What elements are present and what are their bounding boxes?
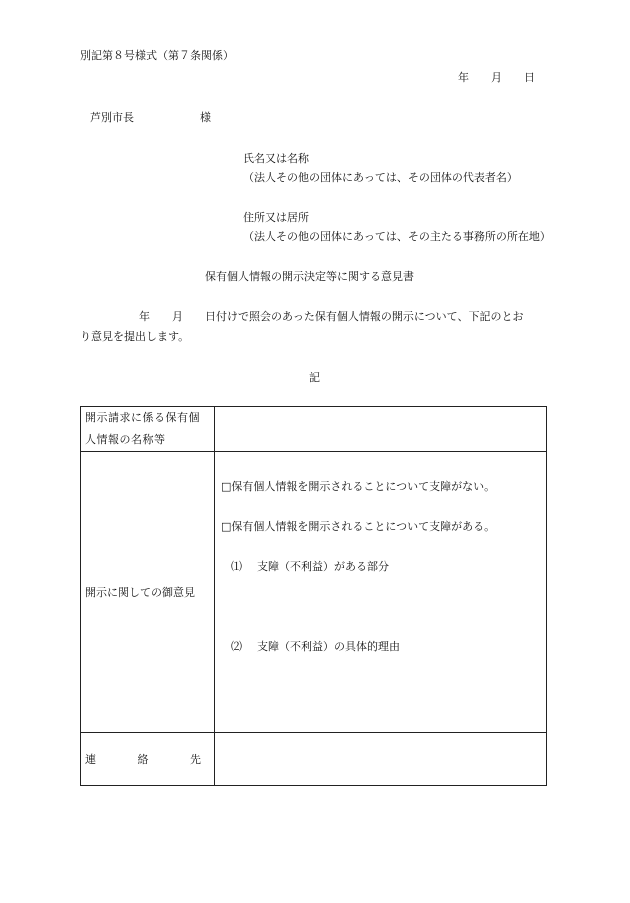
contact-label-char-2: 絡 bbox=[137, 753, 149, 766]
requested-info-label-cell bbox=[81, 407, 215, 452]
table-row bbox=[81, 407, 547, 452]
opinion-field[interactable] bbox=[215, 452, 547, 733]
name-note: （法人その他の団体にあっては、その団体の代表者名） bbox=[243, 171, 518, 184]
body-text-line-1: 年 月 日付けで照会のあった保有個人情報の開示について、下記のとお bbox=[139, 310, 524, 323]
document-title: 保有個人情報の開示決定等に関する意見書 bbox=[205, 270, 414, 283]
option-issue[interactable]: □保有個人情報を開示されることについて支障がある。 bbox=[221, 520, 496, 533]
requested-info-label-line-1: 開示請求に係る保有個 bbox=[85, 411, 200, 424]
address-label: 住所又は居所 bbox=[243, 211, 309, 224]
address-note: （法人その他の団体にあっては、その主たる事務所の所在地） bbox=[243, 230, 551, 243]
contact-field[interactable] bbox=[215, 733, 547, 786]
table-row bbox=[81, 452, 547, 733]
opinion-label: 開示に関しての御意見 bbox=[85, 586, 195, 599]
sub-item-2-text: 支障（不利益）の具体的理由 bbox=[257, 640, 400, 653]
contact-label-cell bbox=[81, 733, 215, 786]
requested-info-field[interactable] bbox=[215, 407, 547, 452]
body-text-line-2: り意見を提出します。 bbox=[80, 330, 190, 343]
sub-item-1 bbox=[231, 558, 389, 574]
form-number: 別記第８号様式（第７条関係） bbox=[80, 49, 234, 62]
sub-item-1-text: 支障（不利益）がある部分 bbox=[257, 560, 389, 573]
option-no-issue[interactable]: □保有個人情報を開示されることについて支障がない。 bbox=[221, 480, 496, 493]
name-label: 氏名又は名称 bbox=[243, 152, 309, 165]
sub-item-2-number: ⑵ bbox=[231, 640, 242, 653]
requested-info-label-line-2: 人情報の名称等 bbox=[85, 433, 166, 446]
contact-label-char-1: 連 bbox=[85, 753, 96, 766]
sub-item-1-number: ⑴ bbox=[231, 560, 242, 573]
opinion-table bbox=[80, 406, 547, 786]
table-row bbox=[81, 733, 547, 786]
contact-label bbox=[85, 751, 201, 767]
date-line: 年 月 日 bbox=[458, 71, 535, 84]
opinion-label-cell bbox=[81, 452, 215, 733]
contact-label-char-3: 先 bbox=[190, 753, 201, 766]
addressee: 芦別市長 様 bbox=[90, 111, 211, 124]
ki-heading: 記 bbox=[309, 371, 320, 384]
sub-item-2 bbox=[231, 638, 400, 654]
